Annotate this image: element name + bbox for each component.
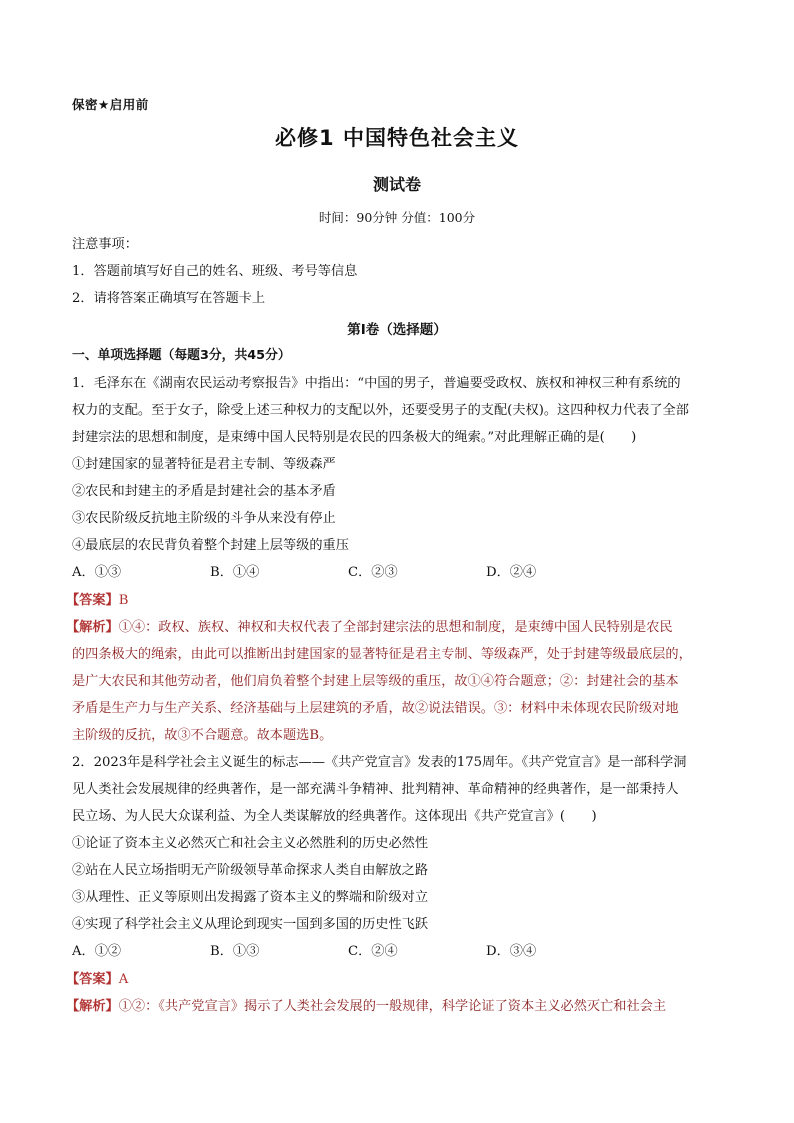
note-item: 1．答题前填写好自己的姓名、班级、考号等信息: [72, 264, 358, 279]
option-b: B．①③: [210, 944, 260, 959]
question-1-explanation-line: 是广大农民和其他劳动者，他们肩负着整个封建上层等级的重压，故①④符合题意；②：封建社会的基本: [72, 674, 679, 689]
question-2-statement: ①论证了资本主义必然灭亡和社会主义必然胜利的历史必然性: [72, 836, 429, 851]
answer-value: B: [118, 593, 129, 608]
question-2-statement: ④实现了科学社会主义从理论到现实一国到多国的历史性飞跃: [72, 917, 429, 932]
question-1-statement: ③农民阶级反抗地主阶级的斗争从来没有停止: [72, 511, 336, 526]
option-d: D．②④: [486, 565, 537, 580]
explanation-tag: 【解析】: [66, 620, 119, 635]
question-2-stem-line: 2．2023年是科学社会主义诞生的标志——《共产党宣言》发表的175周年。《共产党宣言》是一部科学洞: [72, 755, 687, 770]
question-1-statement: ②农民和封建主的矛盾是封建社会的基本矛盾: [72, 484, 336, 499]
question-2-answer: [66, 970, 726, 990]
time-and-score-info: 时间：90分钟 分值：100分: [318, 210, 476, 225]
explanation-tag: 【解析】: [66, 999, 119, 1014]
option-d: D．③④: [486, 944, 537, 959]
part-heading: 第Ⅰ卷（选择题）: [347, 322, 447, 338]
confidential-label: 保密★启用前: [72, 97, 149, 112]
note-item: 2．请将答案正确填写在答题卡上: [72, 291, 266, 306]
question-1-explanation-line: 的四条极大的绳索，由此可以推断出封建国家的显著特征是君主专制、等级森严，处于封建等级最底层的，: [72, 647, 692, 662]
question-1-statement: ④最底层的农民背负着整个封建上层等级的重压: [72, 538, 349, 553]
question-1-stem-line: 权力的支配。至于女子，除受上述三种权力的支配以外，还要受男子的支配(夫权)。这四种权力代表了全部: [72, 403, 689, 418]
explanation-text: ①④：政权、族权、神权和夫权代表了全部封建宗法的思想和制度，是束缚中国人民特别是农民: [118, 620, 673, 635]
question-1-stem-line: 1．毛泽东在《湖南农民运动考察报告》中指出：“中国的男子，普遍要受政权、族权和神权三种有系统的: [72, 376, 681, 391]
answer-tag: 【答案】: [66, 593, 119, 608]
explanation-text: ①②：《共产党宣言》揭示了人类社会发展的一般规律，科学论证了资本主义必然灭亡和社会主: [118, 999, 667, 1014]
question-2-explanation-line: [66, 997, 732, 1017]
question-1-explanation-line: [66, 618, 732, 638]
page-subtitle: 测试卷: [372, 175, 421, 194]
question-2-statement: ②站在人民立场指明无产阶级领导革命探求人类自由解放之路: [72, 863, 429, 878]
notes-heading: 注意事项：: [72, 237, 138, 252]
section-heading: 一、单项选择题（每题3分，共45分）: [72, 348, 291, 363]
question-2-statement: ③从理性、正义等原则出发揭露了资本主义的弊端和阶级对立: [72, 890, 429, 905]
option-c: C．②④: [348, 944, 398, 959]
option-c: C．②③: [348, 565, 398, 580]
question-1-explanation-line: 主阶级的反抗，故③不合题意。故本题选B。: [72, 728, 333, 743]
question-1-stem-line: 封建宗法的思想和制度，是束缚中国人民特别是农民的四条极大的绳索。”对此理解正确的是( ): [72, 430, 637, 445]
option-b: B．①④: [210, 565, 260, 580]
question-2-stem-line: 民立场、为人民大众谋利益、为全人类谋解放的经典著作。这体现出《共产党宣言》( ): [72, 809, 597, 824]
question-1-explanation-line: 矛盾是生产力与生产关系、经济基础与上层建筑的矛盾，故②说法错误。③：材料中未体现农民阶级对地: [72, 701, 679, 716]
question-2-stem-line: 见人类社会发展规律的经典著作，是一部充满斗争精神、批判精神、革命精神的经典著作，是一部秉持人: [72, 782, 679, 797]
question-1-statement: ①封建国家的显著特征是君主专制、等级森严: [72, 457, 336, 472]
answer-value: A: [118, 972, 129, 987]
question-1-answer: [66, 591, 726, 611]
option-a: A．①②: [72, 944, 122, 959]
page-title: 必修1 中国特色社会主义: [275, 126, 519, 150]
answer-tag: 【答案】: [66, 972, 119, 987]
option-a: A．①③: [72, 565, 122, 580]
